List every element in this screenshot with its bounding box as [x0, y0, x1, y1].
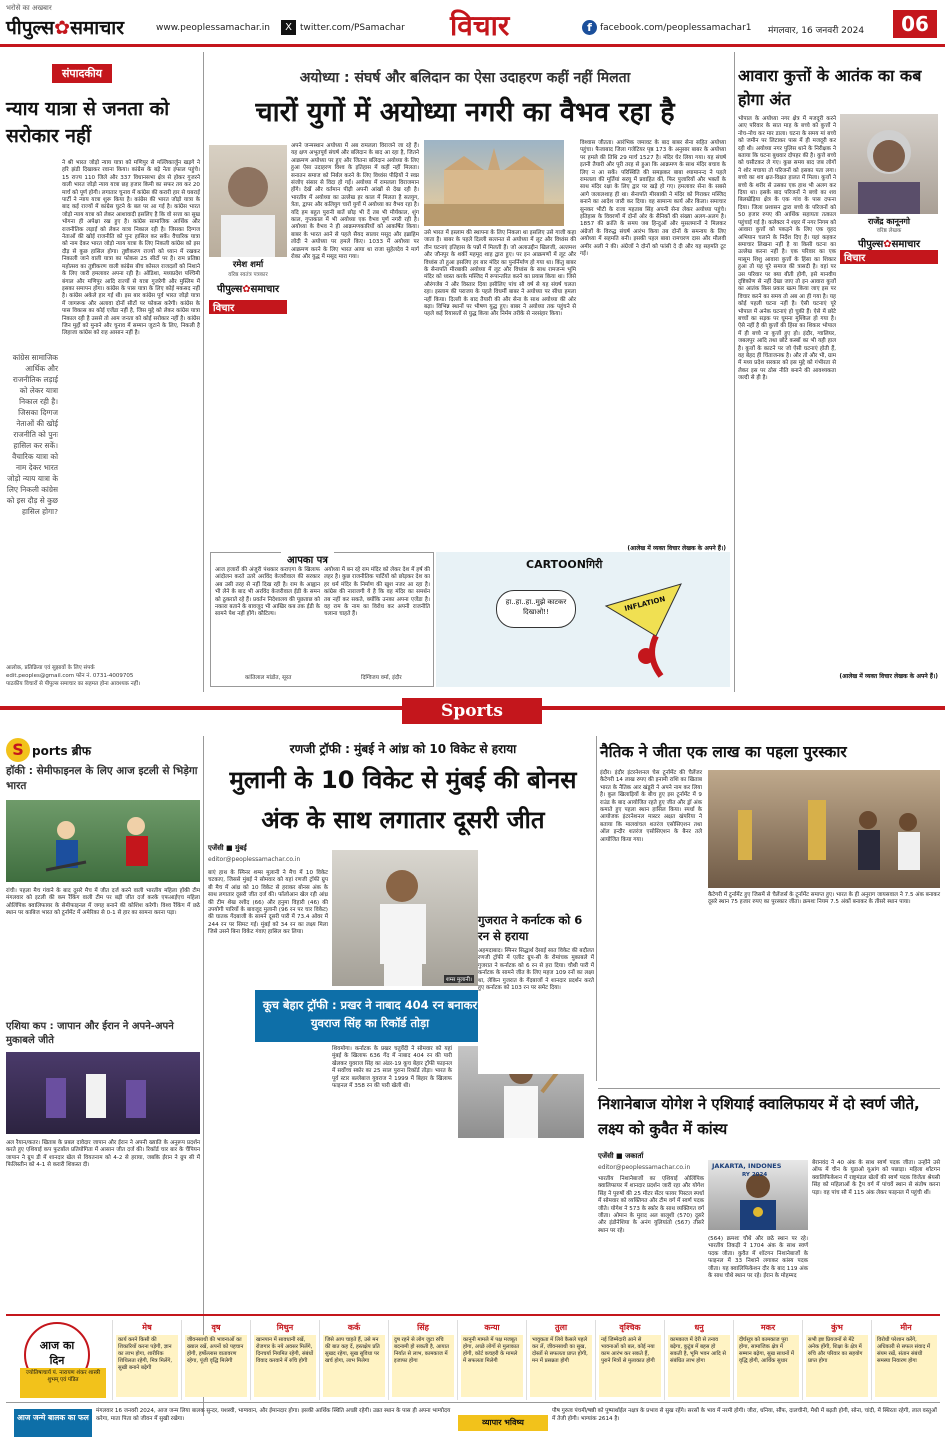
sign-text: भावुकता में लिये कैसले पहले कर लें, जीवनसाथी का सुख, दोस्तों से सफलता प्राप्त होगी, मन में प्रसन्नता होगी — [530, 1335, 592, 1397]
stray-body-bottom — [738, 268, 938, 668]
letters-box — [210, 552, 434, 687]
brief-headline-2: एशिया कप : जापान और ईरान ने अपने-अपने मुकाबले जीते — [6, 1021, 174, 1046]
chess-headline: नैतिक ने जीता एक लाख का पहला पुरस्कार — [600, 743, 847, 761]
sign-cell — [802, 1320, 871, 1400]
author-portrait-icon — [840, 114, 938, 214]
birthday-text: मंगलवार 16 जनवरी 2024, आज जन्म लिया बालक सुन्दर, यशस्वी, भाग्यवान, और ईमानदार होगा। इसकी आर्थिक स्थिति अच्छी रहेगी। उन्नत स्थान के पास ही अपना भाग्योदय करेगा, माता पिता को जीवन में सुखी रखेगा। — [96, 1408, 451, 1422]
editorial-footer-line2[interactable]: edit.peoples@gmail.com फोन नं. 0731-4009705 — [6, 673, 134, 679]
mulani-byline: एजेंसी ■ मुंबई — [208, 844, 247, 852]
stray-author-photo — [840, 114, 938, 214]
business-text: पौष गुरुत्व पंचमी/षष्ठी को पुष्पार्थाईल नक्षत्र के प्रभाव से सुख रहेंगे। सरसों के भाव में नरमी होगी। जीरा, धनिया, सौंफ, दालचीनी, मैथी में बढ़ती होगी, सोना, चांदी, में स्थिरता रहेगी, लाल वस्तुओं में तेजी होगी। भाग्यांक 2614 है। — [552, 1408, 937, 1422]
sign-cell — [181, 1320, 250, 1400]
sign-text: कामकाज में देरी से तनाव बढ़ेगा, कुटुंब में बहस हो सकती है, भूमि भवन आदि से संबंधित लाभ होगा — [668, 1335, 730, 1397]
temple-icon — [424, 140, 564, 226]
shoot-body-3: बेरानवंद ने 40 अंक के साथ स्वर्ण पदक जीता। उन्होंने उसे ऑफ में चीन के युडाओ यूआंग को पछाड़ा। महिला शॉटगन क्वालिफिकेशन में राष्ट्रमंडल खेलों की स्वर्ण पदक विजेता श्रेयसी सिंह को महिलाओं के ट्रैप वर्ग में पांचवें स्थान से संतोष करना पड़ा। वह पांच सौ में 115 अंक लेकर फाइनल में पहुंची थीं। — [812, 1160, 940, 1196]
masthead — [0, 0, 945, 44]
stray-body-top — [738, 116, 836, 382]
sign-text: दुष रहने से लोग जुटा रुचि बदनामी हो सकती है, आयात निर्यात से लाभ, कामकाज में इजाफा होगा — [392, 1335, 454, 1397]
divider — [734, 52, 735, 692]
cartoon — [436, 552, 730, 687]
sign-name: धनु — [694, 1323, 704, 1332]
shoot-byline: एजेंसी ■ जकार्ता — [598, 1152, 644, 1160]
shooter-medal-icon — [708, 1160, 808, 1230]
masthead-tagline: भरोसे का अखबार — [6, 4, 52, 12]
author-photo — [209, 145, 287, 257]
page-number: 06 — [893, 10, 937, 38]
shoot-email[interactable]: editor@peoplessamachar.co.in — [598, 1164, 691, 1171]
sign-name: सिंह — [417, 1323, 429, 1332]
aaj-text: ज्योतिषाचार्य पं. नारायण शंकर शास्त्री शुभम् एवं पंडित — [20, 1368, 106, 1398]
vichar-tag: विचार — [840, 250, 938, 264]
sign-cell — [871, 1320, 940, 1400]
stray-headline: आवारा कुत्तों के आतंक का कब होगा अंत — [738, 66, 922, 109]
cartoon-speech-bubble: हा..हा..हा..मुझे काटकर दिखाओ!! — [496, 590, 576, 628]
brand-logo-small: पीपुल्स✿समाचार — [857, 239, 921, 250]
sign-cell — [733, 1320, 802, 1400]
sign-text: दीर्घसूत्र को कामकाज पूरा होगा, सामाजिक क्षेत्र में सम्मान बढ़ेगा, सुख साधनों में वृद्धि होगी, आर्थिक सुधार — [737, 1335, 799, 1397]
letter-1: आज हजारों की अंजुरी पंथकार कराएगा के खिलाफ आंदोलन करते उतरे अरविंद केजरीवाल की सरकार अब उसी तरह से नहीं दिख रही है। राम के आह्वान भी लेने के बाद भी अरविंद केजरीवाल ईडी के समन को ठुकराते रहे हैं। प्रवर्तन निदेशालय की पूछताछ को नकारा बताने के बावजूद भी आखिर कब तक ईडी के सामने पेश नहीं होंगे। कौटिल्य। — [215, 567, 320, 618]
sign-cell — [112, 1320, 181, 1400]
cooch-body: शिवमोगा। कर्नाटक के प्रखर चतुर्वेदी ने सोमवार को यहां मुंबई के खिलाफ 636 गेंद में नाबाद 404 रन की पारी खेलकर युवराज सिंह का अंडर-19 कूच बेहार ट्रॉफी फाइनल में सर्वोच्च स्कोर का 25 साल पुराना रिकॉर्ड तोड़ा। भारत के पूर्व स्टार बल्लेबाज युवराज ने 1999 में बिहार के खिलाफ फाइनल में 358 रन की पारी खेली थी। — [332, 1046, 452, 1090]
cartoon-label: CARTOONगिरी — [526, 558, 603, 571]
sign-cell — [664, 1320, 733, 1400]
hockey-players-icon — [6, 800, 200, 882]
sports-banner: Sports — [402, 698, 542, 724]
shoot-headline: निशानेबाज योगेश ने एशियाई क्वालिफायर में दो स्वर्ण जीते, लक्ष्य को कुवैत में कांस्य — [598, 1095, 920, 1138]
masthead-date: मंगलवार, 16 जनवरी 2024 — [768, 26, 865, 36]
ayodhya-column-2: उसे भारत में इस्लाम की स्थापना के लिए निकला था इसलिए उसे गाजी कहा जाता है। बाबर के पहले दिल्ली सल्तनत से अयोध्या में लूट और विध्वंस की तीन घटनाएं इतिहास के पन्नों में मिलती हैं। जो अलाउद्दीन खिलजी, अल्तमश और जौनपुर के शर्की महमूद शाह द्वारा हुए। पर इन आक्रमणों में लूट और विध्वंस तो हुआ इसलिए हर बार मंदिर का पुनर्निर्माण हो गया था। किंतु बाबर के सेनापति मीरबाकी अयोध्या में लूट और विध्वंस के साथ रामजन्म भूमि मंदिर को ध्वस्त करके मस्जिद में रूपान्तरित करने का प्रयास किया था। जिसे औरंगजेब ने और विस्तार दिया इसीलिए पांच सौ वर्ष से यह संघर्ष चलता रहा। इस्लाम की पराजय के पहले विधर्मी बाबर ने अयोध्या पर सीधा हमला नहीं किया। दिल्ली के बाद तैयारी की और सेना के साथ अयोध्या की ओर बढ़ा। विभिन्न स्थानों पर भीषण युद्ध हुए। बाबर ने अयोध्या तक पहुंचने से पहले कई रियासतों से युद्ध किया और निर्मम तरीके से नरसंहार किया। — [424, 230, 576, 318]
sign-name: मिथुन — [276, 1323, 294, 1332]
sign-cell — [457, 1320, 526, 1400]
sign-text: कानूनी मामले में पक्ष मजबूत होगा, अच्छे लोगों से मुलाकात होगी, कोर्ट कचहरी के मामले में सफलता मिलेगी — [461, 1335, 523, 1397]
gujarat-body: अहमदाबाद। स्पिनर सिद्धार्थ देसाई सात विकेट की बदौलत रणजी ट्रॉफी में एलीट ग्रुप-सी के रोमांचक मुकाबले में गुजरात ने कर्नाटक को 6 रन से हरा दिया। चौथी पारी में कर्नाटक के सामने जीत के लिए महज 109 रनों का लक्ष्य था, लेकिन गुजरात के गेंदबाजों ने शानदार प्रदर्शन करते हुए कर्नाटक को 103 रन पर समेट दिया। — [478, 948, 594, 1074]
football-photo — [6, 1052, 200, 1134]
editorial-label: संपादकीय — [52, 64, 112, 83]
sign-name: मेष — [142, 1323, 152, 1332]
sign-cell — [526, 1320, 595, 1400]
sign-name: तुला — [554, 1323, 568, 1332]
award-ceremony-icon — [708, 770, 940, 888]
sign-name: वृश्चिक — [619, 1323, 641, 1332]
sign-cell — [388, 1320, 457, 1400]
masthead-logo: पीपुल्स✿समाचार — [6, 17, 124, 39]
brand-logo-small: पीपुल्स✿समाचार — [216, 284, 280, 295]
sports-brief — [6, 738, 200, 1398]
editorial-pull-quote: कांग्रेस सामाजिक आर्थिक और राजनीतिक लड़ाई को लेकर यात्रा निकाल रही है। जिसका दिग्गज नेताओं की खोई राजनीति को पुनः हासिल कर सकें। वैचारिक यात्रा को नाम देकर भारत जोड़ो न्याय यात्रा के लिए निकली कांग्रेस को इस दौड़ से कुछ हासिल होगा? — [6, 353, 58, 516]
sign-row — [112, 1320, 940, 1400]
shoot-body-2: (564) क्रमशः चौथे और छठे स्थान पर रहे। भारतीय तिकड़ी ने 1704 अंक के साथ स्वर्ण पदक जीता। कुवैत में शॉटगन निशानेबाजों के फाइनल में 33 निशाने लगाकर कांस्य पदक जीता। यह क्वालिफिकेशन दौर के बाद 119 अंक के साथ चौथे स्थान पर रहे। ईरान के मोहम्मद — [708, 1236, 808, 1280]
birthday-label: आज जन्मे बालक का फल — [14, 1409, 92, 1437]
hockey-photo — [6, 800, 200, 882]
brief-body-2: अल रैयान/कतर। खिताब के प्रबल दावेदार जापान और ईरान ने अपनी ख्याति के अनुरूप प्रदर्शन करते हुए एशियाई कप फुटबॉल प्रतियोगिता में आसान जीत दर्ज की। रिकॉर्ड चार बार के चैंपियन जापान ने ग्रुप डी में शानदार खेल से वियतनाम को 4-2 से हराया, जबकि ईरान ने ग्रुप सी में फिलिस्तीन को 4-1 से करारी शिकस्त दी। — [6, 1140, 200, 1169]
sign-text: खानपान में सावधानी रखें, रोजगार के नये अवसर मिलेंगे, दिनचर्या नियमित रहेगी, संबंधों विवाद करवाने में रुचि होगी — [254, 1335, 316, 1397]
sign-text: जिसे आप चाहते हैं, उसे मन की बात कह दें, हस्तक्षेप प्रति सुखद रहेगा, सुख सुविधा पर खर्च होगा, लाभ मिलेगा — [323, 1335, 385, 1397]
sign-name: कन्या — [484, 1323, 500, 1332]
sign-cell — [250, 1320, 319, 1400]
ayodhya-headline: चारों युगों में अयोध्या नगरी का वैभव रहा है — [255, 97, 675, 128]
masthead-rule — [0, 44, 945, 47]
horoscope-strip — [6, 1314, 940, 1400]
facebook-icon: f — [582, 20, 597, 35]
mulani-photo-credit: शम्स मुलानी। — [446, 977, 472, 983]
mulani-kicker: रणजी ट्रॉफी : मुंबई ने आंध्र को 10 विकेट से हराया — [289, 742, 517, 756]
author-role: वरिष्ठ स्वतंत्र पत्रकार — [228, 272, 268, 278]
aaj-line-2: दिन — [49, 1354, 65, 1367]
cooch-headline: कूच बेहार ट्रॉफी : प्रखर ने नाबाद 404 रन बनाकर युवराज सिंह का रिकॉर्ड तोड़ा — [255, 990, 485, 1042]
editorial-footer-line1: आलोक, प्रतिक्रिया एवं सुझावों के लिए संपर्क — [6, 665, 95, 671]
ayodhya-column-1: अपने जन्मस्थान अयोध्या में अब रामलला विराजने जा रहे हैं। यह क्षण अभूतपूर्व संघर्ष और बलिदान के बाद आ रहा है, जितने आक्रमण अयोध्या पर हुए और जितना बलिदान अयोध्या के लिए हुआ ऐसा उदाहरण विश्व के इतिहास में कहीं नहीं मिलता। सनातन समाज को निर्बल करने के लिए विध्वंस पीढ़ियों ने स्वप्न संजोए संसार से विदा हो गईं। अयोध्या में रामलला विराजमान होंगे। देखें और वर्तमान पीढ़ी अपनी आंखों से देख रही है। भारतीय में अयोध्या का उल्लेख हर काल में मिलता है सतयुग, त्रेता, द्वापर और कलियुग चारों युगों में अयोध्या का वैभव रहा है। यदि हम बहुत पुरानी बातें छोड़ भी दें तब भी मौर्यकाल, शुंग काल, गुप्तकाल में भी अयोध्या एक वैभव पूर्ण नगरी रही है। अयोध्या के वैभव ने ही आक्रमणकारियों को आकर्षित किया। बाबर के भारत आने से पहले सैयद सालार मसूद और इब्राहिम लोदी ने अयोध्या पर हमले किए। 1033 में अयोध्या पर आक्रमण करने के लिए भारत आया था राजा सुहेलदेव ने मार्ग रोका और युद्ध में मसूद मारा गया। — [291, 143, 419, 261]
yogesh-photo — [708, 1160, 808, 1230]
editorial-body: ने श्री भारत जोड़ो न्याय यात्रा को मणिपुर से मल्लिकार्जुन खड़गे ने हरि झंडी दिखाकर रवाना किया। कांग्रेस के बड़े नेता इंफाल पहुंचे। 15 राज्य 110 जिले और 337 विधानसभा क्षेत्र से होकर गुजरने वाली भारत जोड़ो न्याय यात्रा छह हजार किमी का सफर तय कर 20 मार्च को पूर्ण होगी। लगातार चुनाव में कांग्रेस की करारी हार से घबराई पार्टी ने न्याय यात्रा शुरू किया है। कांग्रेस की भारत जोड़ो यात्रा के बाद कई राज्यों में कांग्रेस घुटने के बल पर आ गई है। कांग्रेस भारत जोड़ो न्याय यात्रा को लेकर आशावादी इसलिए है कि वो सत्ता का सुख भोगना ही अपेक्षा रख हुए है। कांग्रेस सामाजिक आर्थिक और राजनीतिक लड़ाई को लेकर यात्रा निकाल रही है। जिसका दिग्गज नेताओं की खोई राजनीति को पुनः हासिल कर सकें। वैचारिक यात्रा को नाम देकर भारत जोड़ो न्याय यात्रा के लिए निकली कांग्रेस को इस दौड़ से कुछ हासिल होगा। तुष्टीकरण राज्यों को ध्यान में रखकर निकाली जाने वाली यात्रा का फोकस 25 सीटों पर है। राम प्रतिष्ठा महोत्सव का तुष्टीकरण वाली कांग्रेस बीच कोसल राजदलों को निशाने के लिए जारी हमलावर अपना रही है। ओडिशा, मध्यप्रदेश पश्चिमी बंगाल और मणिपुर आदि राज्यों से यात्रा गुजरेगी और मुस्लिम में इसका समापन होगा। कांग्रेस के पास यात्रा के लिए कोई मकसद नहीं है। कांग्रेस अकेले हार गई थी। इस बार कांग्रेस पूर्व भारत जोड़ो यात्रा में जागरूक और अलावा दोनों सीटों पर फोकस करेगी। कांग्रेस के पास विकास का कोई एजेंडा नहीं है, जिस मुद्दे को लेकर कांग्रेस यात्रा निकाल रही है उससे तो आम जनता को कोई सरोकार नहीं है। कांग्रेस जिन मुद्दों को मुनाने और चुनाव में सम्मान जुटाने के लिए, निकली है लिहाजा कांग्रेस को राह आसान नहीं है। — [62, 160, 200, 337]
masthead-site[interactable]: www.peoplessamachar.in — [156, 23, 270, 33]
divider — [598, 1088, 940, 1089]
kite-icon — [586, 576, 706, 686]
brief-headline-1: हॉकी : सेमीफाइनल के लिए आज इटली से भिड़ेगा भारत — [6, 765, 198, 792]
horoscope-footer — [6, 1402, 940, 1442]
aaj-line-1: आज का — [39, 1339, 75, 1352]
sign-cell — [595, 1320, 664, 1400]
cricketer-icon — [332, 850, 478, 986]
sign-name: मकर — [760, 1323, 776, 1332]
letter-1-sign: कांतिलाल मांडोत, सूरत — [245, 675, 292, 681]
sign-name: कुंभ — [831, 1323, 843, 1332]
temple-photo — [424, 140, 564, 226]
sports-brief-s-icon: S — [6, 738, 30, 762]
football-players-icon — [6, 1052, 200, 1134]
mulani-photo — [332, 850, 478, 986]
sign-name: वृष — [211, 1323, 221, 1332]
business-label: व्यापार भविष्य — [458, 1415, 548, 1431]
chess-award-photo — [708, 770, 940, 888]
ayodhya-kicker: अयोध्या : संघर्ष और बलिदान का ऐसा उदाहरण कहीं नहीं मिलता — [299, 70, 631, 86]
twitter-icon: X — [281, 20, 296, 35]
author-portrait-icon — [209, 145, 287, 257]
chess-body: इंदौर। इंदौर इंटरनेशनल चेस टूर्नामेंट की चैलेंजर कैटेगरी 14 लाख रुपए की इनामी राशि का खिताब भारत के नैतिक आर खंडूरी ने अपने नाम कर लिया है। कुल खिलाड़ियों के बीच हुए इस टूर्नामेंट में 9 राउंड के बाद आयोजित रहते हुए जीत और ड्रॉ अंक कमाते हुए पहला स्थान हासिल किया। स्पर्धा के आयोजक इंटरनेशनल मास्टर अक्षत खंपरिया ने बताया कि मालवांचल शतरंज एसोसिएशन तथा ऑल इन्दौर शतरंज एसोसिएशन के बैनर तले आयोजित किया गया। — [600, 770, 702, 843]
ayodhya-column-3: विश्वास जीतता। आरंभिक जमावट के बाद बाबर सेना सहित अयोध्या पहुंचा। फैजाबाद जिला गजेटियर पृष्ठ 173 के अनुसार बाबर के अयोध्या पर हमले की तिथि 29 मार्च 1527 है। मंदिर घेर लिया गया। यह संघर्ष इतनी तैयारी और पूरी तरह से हुआ कि आक्रमण के साथ मंदिर बचाव के लिए न आ सकें। परिस्थिति की समझकर बाबा श्यामानन्द ने पहले रामलला की मूर्तियां सरयू में प्रवाहित कीं, फिर पुजारियों और भक्तों के साथ मंदिर रक्षा के लिए द्वार पर खड़े हो गए। हमलावर सेना के सबसे आगे जलालशाह ही था। सेनापति मीरबाकी ने मंदिर को गिराकर मस्जिद बनाने का आदेश जारी कर दिया। वह सामान्य कार्य और किला। समाचार सुनकर भीटी के राजा महताब सिंह अपनी सेना लेकर अयोध्या पहुंचे। इतिहास के विवरणों में दोनों ओर के सैनिकों की संख्या अलग-अलग है। 1857 की क्रांति के समय जब हिन्दुओं और मुसलमानों ने मिलकर अंग्रेजों के विरुद्ध संघर्ष आरंभ किया तब दोनों के समन्वय के लिए अयोध्या में सहमति बनी। इसकी पहल बाबा रामचरण दास और मौलवी अमीर अली ने की। अंग्रेजों ने दोनों को फांसी दे दी और यह सहमति टूट गई। — [580, 140, 726, 258]
editorial — [6, 52, 200, 682]
ayodhya-footer: (आलेख में व्यक्त विचार लेखक के अपने हैं।) — [627, 545, 726, 552]
masthead-twitter[interactable]: twitter.com/PSamachar — [300, 23, 405, 33]
mulani-body: बाएं हाथ के स्पिनर शम्स मुलानी ने मैच में 10 विकेट चटकाए, जिससे मुंबई ने सोमवार को यहां रणजी ट्रॉफी ग्रुप बी मैच में आंध्र को 10 विकेट से हराकर बोनस अंक के साथ लगातार दूसरी जीत दर्ज की। फॉलोआन खेल रही आंध्र की टीम शेख रशीद (66) और हनुमा विहारी (46) की उपयोगी पारियों के बावजूद मुलानी (96 रन पर चार विकेट) की घातक गेंदबाजी के सामने दूसरी पारी में 73.4 ओवर में 244 रन पर सिमट गई। मुंबई को 34 रन का लक्ष्य मिला जिसे उसने बिना विकेट गंवाए हासिल कर लिया। — [208, 870, 328, 936]
kite-label: INFLATION — [623, 595, 667, 613]
masthead-section: विचार — [450, 9, 510, 42]
sign-cell — [319, 1320, 388, 1400]
masthead-facebook[interactable]: facebook.com/peoplessamachar1 — [600, 23, 752, 33]
sign-name: कर्क — [347, 1323, 361, 1332]
letter-2: अयोध्या में बन रहे राम मंदिर को लेकर देश में हर्ष की लहर है। कुछ राजनीतिक पार्टियों को छोड़कर देश का हर धर्म मंदिर के निर्माण की खुश नजर आ रहा है। कांग्रेस की नाराजगी ये है कि वह मंदिर का समर्थन तब नहीं कर सकते, क्योंकि उनका अपना एजेंडा है। वह राम के नाम का विरोध कर अपनी राजनीति चलाना चाहते हैं। — [324, 567, 430, 618]
shoot-body: भारतीय निशानेबाजों का एशियाई ओलिंपिक क्वालिफायर में शानदार प्रदर्शन जारी रहा और योगेश सिंह ने पुरुषों की 25 मीटर सेंटर फायर पिस्टल स्पर्धा में सोमवार को व्यक्तिगत और टीम वर्ग में स्वर्ण पदक जीते। योगेश ने 573 के स्कोर के साथ व्यक्तिगत वर्ग जीता। ओमान के मुराद अल बालूशी (570) दूसरे और इंडोनेशिया के अनंग युलियांतो (567) तीसरे स्थान पर रहे। — [598, 1176, 704, 1234]
stray-author-role: वरिष्ठ लेखक — [876, 228, 902, 234]
cooch-body-2 — [458, 1142, 584, 1216]
photo-sign-2: RY 2024 — [742, 1172, 768, 1178]
mulani-headline: मुलानी के 10 विकेट से मुंबई की बोनस अंक के साथ लगातार दूसरी जीत — [229, 766, 577, 834]
divider — [596, 736, 597, 1081]
sign-text: नई जिम्मेदारी आने से भावनाओं को बल, कोई नया काम आरंभ कर सकते हैं, पुराने मित्रों से मुलाकात होगी — [599, 1335, 661, 1397]
vichar-tag: विचार — [209, 300, 287, 314]
sign-text: कार्य करने किसी की शिकारियों करना पड़ेगी, ज्ञान का लाभ होगा, शारीरिक शिथिलता रहेगी, मित्र मिलेंगे, सुखी बनाने बढ़ेगी — [116, 1335, 178, 1397]
stray-footer: (आलेख में व्यक्त विचार लेखक के अपने हैं।) — [839, 673, 938, 680]
chess-caption: कैटेगरी में टूर्नामेंट हुए जिसमें से चैलेंजर्स के टूर्नामेंट समाप्त हुए। भारत के ही अनुराग जायसवाल ने 7.5 अंक बनाकर दूसरे स्थान 75 हजार रुपए का पुरस्कार जीता। क्रमशः नियम 7.5 अंकों बनाकर के तीसरे स्थान पाया। — [708, 892, 940, 906]
sports-brief-label: ports ब्रीफ — [32, 744, 92, 758]
sign-text: सभी इष्ट प्रियजनों से मेंटे अनेक होंगी, शिक्षा के क्षेत्र में रुचि और परिवार का सहयोग प्राप्त होगा — [806, 1335, 868, 1397]
stray-author-name: राजेंद्र कानूनगो — [868, 217, 910, 226]
editorial-footer — [6, 664, 200, 688]
stray-body: भोपाल के अयोध्या नगर क्षेत्र में मजदूरी करने आए परिवार के सात माह के बच्चे को कुत्तों ने नोच-नोच कर मार डाला। घटना के समय मां बच्चे को जमीन पर लिटाकर पास में ही मजदूरी कर रही थी। अयोध्या नगर पुलिस थाने के निरीक्षक ने बताया कि घटना बुधवार दोपहर की है। कुत्ते बच्चे को घसीटकर ले गए। कुछ समय बाद जब लोगों ने शोर मचाया तो परिजनों को इसका पता लगा। बच्चे का शव क्षत-विक्षत हालत में मिला। कुत्तों ने बच्चे के शरीर से उसका एक हाथ भी अलग कर दिया था। इसके बाद परिजनों ने बच्चे का शव बिलखेड़िया क्षेत्र के एक गांव के पास दफना दिया। जिला प्रशासन द्वारा बच्चे के परिजनों को 50 हजार रुपए की आर्थिक सहायता तत्काल पहुंचाई गई है। कलेक्टर ने शहर में नगर निगम को आवारा कुत्तों को पकड़ने के लिए एक वृहद अभियान चलाने के निर्देश दिए हैं। यहां कहकर समाचार लिखना नहीं है या किसी घटना का उल्लेख करना नहीं है। एक परिवार का एक मासूम शिशु आवारा कुत्तों के हिंसा का शिकार हुआ तो यह पूरे समाज की त्रासदी है। वहां पर उस परिवार पर क्या बीती होगी, इसे मानवीय दृष्टिकोण से नहीं देखा जाए तो इन आवारा कुत्तों का आतंक किस प्रकार खत्म किया जाए इस पर विचार करने का समय तो अब आ ही गया है। यह कोई पहली घटना नहीं है। ऐसी घटनाएं पूरे भोपाल में अनेक घटनाएं हो चुकी हैं। ऐसे में छोटे बच्चों का सड़क पर घूमना मुश्किल हो गया है। ऐसे नहीं है की कुत्तों की हिंसा का शिकार भोपाल में ही बच्चे ना कुत्तों हुए हो। इंदौर, ग्वालियर, जबलपुर आदि तथा छोटे कस्बों का भी यही हाल है। कुत्तों के काटने पर जो ऐसी घटनाएं होती हैं, वह बेहद ही चिंताजनक है। और तो और भी, ग्राम में मध्य प्रदेश सरकार को इस मुद्दे को गंभीरता से लेकर इस पर ठोस नीति बनाने की आवश्यकता जल्दी से ही है। — [738, 116, 836, 382]
editorial-headline: न्याय यात्रा से जनता को सरोकार नहीं — [6, 98, 170, 147]
divider — [203, 52, 204, 692]
letter-2-sign: दिग्विजय वर्मा, इंदौर — [361, 675, 402, 681]
photo-sign: JAKARTA, INDONES — [712, 1162, 782, 1170]
sign-text: विरोधी परेशान करेंगे, अधिकारी से सफल संवाद में संयम रखें, संतान संबंधी समस्या निवारण होगा — [875, 1335, 937, 1397]
brief-body-1: रांची। पहला मैच गंवाने के बाद दूसरे मैच में जीत दर्ज करने वाली भारतीय महिला हॉकी टीम मंगलवार को इटली की कम रैंकिंग वाली टीम पर बड़ी जीत दर्ज करके एफआईएच महिला ओलिंपिक क्वालिफायर के सेमीफाइनल में जगह बनाने की कोशिश करेगी। विश्व रैंकिंग में छठे स्थान पर काबिज भारत को टूर्नामेंट में अमेरिका से 0-1 से हार का सामना करना पड़ा। — [6, 888, 200, 917]
sign-text: जीवनसाथी की भावनाओं का ख्याल रखें, अपनों को पहचान होगी, हर्षोल्लास वातावरण रहेगा, पूंजी वृद्धि मिलेगी — [185, 1335, 247, 1397]
gujarat-headline: गुजरात ने कर्नाटक को 6 रन से हराया — [478, 913, 583, 943]
author-name: रमेश शर्मा — [232, 260, 264, 270]
editorial-footer-line3: पाठकीय विचारों से पीपुल्स समाचार का सहमत होना आवश्यक नहीं। — [6, 681, 141, 687]
letters-label: आपका पत्र — [281, 552, 334, 566]
sign-name: मीन — [900, 1323, 912, 1332]
mulani-email[interactable]: editor@peoplessamachar.co.in — [208, 856, 301, 863]
